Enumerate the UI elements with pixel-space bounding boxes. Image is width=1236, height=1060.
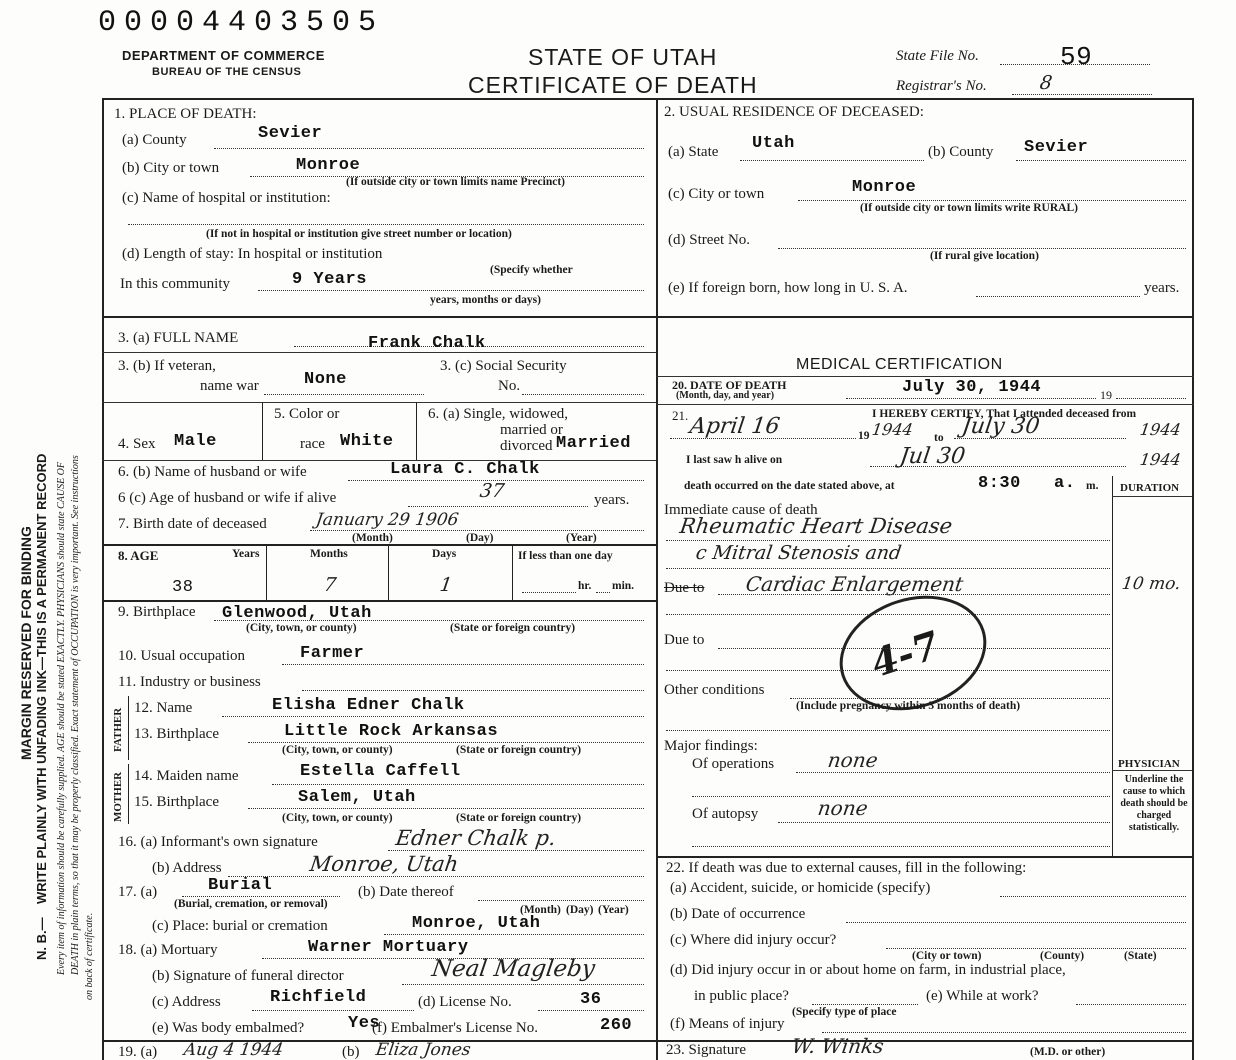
operations-value: none [826, 748, 880, 772]
mortuary-address-value: Richfield [270, 988, 367, 1007]
burial-value: Burial [208, 876, 273, 895]
pod-community-label: In this community [120, 276, 230, 292]
marital-label: 6. (a) Single, widowed, [428, 406, 568, 422]
res-foreign-label: (e) If foreign born, how long in U. S. A. [668, 280, 908, 296]
certify-statement: I HEREBY CERTIFY, That I attended deceased from [872, 408, 1137, 420]
pod-hospital-label: (c) Name of hospital or institution: [122, 190, 331, 206]
father-bp-state-note: (State or foreign country) [456, 744, 582, 756]
immediate-cause-line-1: Rheumatic Heart Disease [678, 514, 954, 538]
full-name-value: Frank Chalk [368, 334, 486, 353]
veteran-value: None [304, 370, 347, 389]
race-value: White [340, 432, 394, 451]
informant-signature: Edner Chalk p. [394, 826, 558, 850]
margin-ink-notice-prefix: N. B.— [34, 917, 49, 960]
burial-day-label: (Day) [566, 904, 594, 916]
medical-certification-heading: MEDICAL CERTIFICATION [796, 356, 1003, 373]
birth-date-label: 7. Birth date of deceased [118, 516, 267, 532]
attended-from-year: 1944 [870, 420, 915, 439]
residence-heading: 2. USUAL RESIDENCE OF DECEASED: [664, 104, 924, 120]
external-d-label-2: in public place? [694, 988, 789, 1004]
mother-birthplace-label: 15. Birthplace [134, 794, 219, 810]
age-label: 8. AGE [118, 548, 159, 563]
spouse-age-label: 6 (c) Age of husband or wife if alive [118, 490, 337, 506]
mother-bp-city-note: (City, town, or county) [282, 812, 393, 824]
registrars-number: 8 [1038, 72, 1054, 94]
marital-value: Married [556, 434, 631, 453]
pod-city-value: Monroe [296, 156, 361, 175]
external-c-label: (c) Where did injury occur? [670, 932, 837, 948]
age-months-value: 7 [322, 574, 338, 596]
margin-instructions-3: on back of certificate. [84, 912, 95, 1000]
major-findings-label: Major findings: [664, 738, 758, 754]
veteran-label: 3. (b) If veteran, [118, 358, 216, 374]
due-to-label-1: Due to [664, 580, 705, 596]
mortuary-label: 18. (a) Mortuary [118, 942, 218, 958]
pod-community-value: 9 Years [292, 270, 367, 289]
social-security-label-2: No. [498, 378, 521, 394]
burial-note: (Burial, cremation, or removal) [174, 898, 328, 910]
state-heading: STATE OF UTAH [528, 44, 718, 70]
date-of-death-value: July 30, 1944 [902, 378, 1042, 397]
physician-signature: W. Winks [790, 1034, 886, 1058]
age-days-value: 1 [438, 574, 454, 596]
autopsy-value: none [816, 796, 870, 820]
burial-place-label: (c) Place: burial or cremation [152, 918, 328, 934]
pod-hospital-note: (If not in hospital or institution give street number or location) [206, 228, 512, 240]
attended-to-year: 1944 [1138, 420, 1183, 439]
occupation-label: 10. Usual occupation [118, 648, 246, 664]
birthplace-city-note: (City, town, or county) [246, 622, 357, 634]
res-county-label: (b) County [928, 144, 994, 160]
state-file-number: 59 [1060, 42, 1093, 72]
sex-value: Male [174, 432, 217, 451]
review-stamp-code: 4-7 [865, 621, 945, 686]
res-street-label: (d) Street No. [668, 232, 751, 248]
margin-binding-notice: MARGIN RESERVED FOR BINDING [18, 526, 34, 760]
place-of-death-heading: 1. PLACE OF DEATH: [114, 106, 257, 122]
pod-county-label: (a) County [122, 132, 187, 148]
mother-name-value: Estella Caffell [300, 762, 461, 781]
last-seen-value: Jul 30 [898, 444, 967, 469]
burial-month-label: (Month) [520, 904, 561, 916]
veteran-label-2: name war [200, 378, 259, 394]
pod-city-note: (If outside city or town limits name Precinct) [346, 176, 565, 188]
funeral-director-signature: Neal Magleby [430, 956, 597, 982]
spouse-age-unit: years. [594, 492, 630, 508]
res-city-note: (If outside city or town limits write RURAL) [860, 202, 1078, 214]
physician-heading: PHYSICIAN [1118, 758, 1180, 770]
external-c-county-note: (County) [1040, 950, 1085, 962]
occupation-value: Farmer [300, 644, 365, 663]
margin-instructions-1: Every item of information should be carefully supplied. AGE should be stated EXACTLY. PHYSICIANS should state CAUSE OF [56, 461, 67, 975]
embalmer-license-label: (f) Embalmer's License No. [372, 1020, 538, 1036]
father-bp-city-note: (City, town, or county) [282, 744, 393, 756]
external-b-label: (b) Date of occurrence [670, 906, 806, 922]
age-years-value: 38 [172, 578, 194, 597]
death-occurred-label: death occurred on the date stated above, at [684, 480, 895, 492]
birth-month-label: (Month) [352, 532, 393, 544]
mother-bp-state-note: (State or foreign country) [456, 812, 582, 824]
res-city-value: Monroe [852, 178, 917, 197]
immediate-cause-line-2: c Mitral Stenosis and [694, 542, 903, 564]
spouse-name-label: 6. (b) Name of husband or wife [118, 464, 307, 480]
filed-date-label: 19. (a) [118, 1044, 158, 1060]
min-label: min. [612, 580, 635, 592]
birth-year-label: (Year) [566, 532, 597, 544]
physician-note: Underline the cause to which death should be charged statistically. [1120, 774, 1188, 833]
res-state-label: (a) State [668, 144, 719, 160]
father-side-label: FATHER [112, 707, 124, 752]
burial-label: 17. (a) [118, 884, 158, 900]
informant-signature-label: 16. (a) Informant's own signature [118, 834, 318, 850]
immediate-cause-label: Immediate cause of death [664, 502, 818, 518]
age-months-label: Months [310, 548, 348, 560]
last-seen-year: 1944 [1138, 450, 1183, 469]
attended-to-label: to [934, 432, 944, 444]
funeral-director-label: (b) Signature of funeral director [152, 968, 344, 984]
external-d-note: (Specify type of place [792, 1006, 897, 1018]
father-name-label: 12. Name [134, 700, 193, 716]
birth-date-value: January 29 1906 [314, 510, 460, 530]
bureau-label: BUREAU OF THE CENSUS [152, 66, 302, 78]
signature-label: 23. Signature [666, 1042, 746, 1058]
due-to-label-2: Due to [664, 632, 705, 648]
date-of-death-note: (Month, day, and year) [676, 390, 775, 401]
social-security-label: 3. (c) Social Security [440, 358, 567, 374]
burial-date-label: (b) Date thereof [358, 884, 454, 900]
sex-label: 4. Sex [118, 436, 156, 452]
state-file-label: State File No. [896, 48, 979, 64]
duration-label: DURATION [1120, 482, 1180, 494]
last-seen-label: I last saw h alive on [686, 454, 783, 466]
res-foreign-unit: years. [1144, 280, 1180, 296]
res-state-value: Utah [752, 134, 795, 153]
res-city-label: (c) City or town [668, 186, 765, 202]
burial-year-label: (Year) [598, 904, 629, 916]
less-than-day-label: If less than one day [518, 550, 613, 562]
embalmer-license-value: 260 [600, 1016, 633, 1035]
margin-instructions-2: DEATH in plain terms, so that it may be properly classified. Exact statement of OCCUPATION is very important. See instructions [70, 455, 81, 975]
registrar-signature: Eliza Jones [374, 1040, 472, 1060]
res-county-value: Sevier [1024, 138, 1089, 157]
age-days-label: Days [432, 548, 457, 560]
pod-county-value: Sevier [258, 124, 323, 143]
department-label: DEPARTMENT OF COMMERCE [122, 48, 325, 63]
hr-label: hr. [578, 580, 592, 592]
operations-label: Of operations [692, 756, 775, 772]
filed-date-value: Aug 4 1944 [182, 1040, 285, 1060]
attended-from-century-label: 19 [858, 430, 870, 442]
time-am-pm: a. [1054, 474, 1076, 493]
md-note: (M.D. or other) [1030, 1046, 1106, 1058]
external-e-label: (e) While at work? [926, 988, 1039, 1004]
cause-duration: 10 mo. [1120, 574, 1182, 594]
external-a-label: (a) Accident, suicide, or homicide (specify) [670, 880, 931, 896]
birthplace-state-note: (State or foreign country) [450, 622, 576, 634]
external-c-state-note: (State) [1124, 950, 1157, 962]
res-street-note: (If rural give location) [930, 250, 1039, 262]
pod-city-label: (b) City or town [122, 160, 220, 176]
embalmed-label: (e) Was body embalmed? [152, 1020, 305, 1036]
informant-address-label: (b) Address [152, 860, 222, 876]
birthplace-value: Glenwood, Utah [222, 604, 372, 623]
birthplace-label: 9. Birthplace [118, 604, 196, 620]
father-name-value: Elisha Edner Chalk [272, 696, 465, 715]
color-label: 5. Color or [274, 406, 340, 422]
attended-from-value: April 16 [688, 414, 782, 439]
date-of-death-century: 19 [1100, 388, 1112, 402]
embalmed-value: Yes [348, 1014, 381, 1033]
time-m-label: m. [1086, 480, 1099, 492]
informant-address: Monroe, Utah [308, 852, 460, 876]
birth-day-label: (Day) [466, 532, 494, 544]
race-label: race [300, 436, 325, 452]
other-conditions-label: Other conditions [664, 682, 765, 698]
pod-community-note: years, months or days) [430, 294, 541, 306]
external-d-label: (d) Did injury occur in or about home on farm, in industrial place, [670, 962, 1066, 978]
time-of-death: 8:30 [978, 474, 1021, 493]
mortuary-address-label: (c) Address [152, 994, 221, 1010]
mother-name-label: 14. Maiden name [134, 768, 239, 784]
license-label: (d) License No. [418, 994, 512, 1010]
certificate-serial-number: 00004403505 [98, 6, 385, 40]
certificate-title: CERTIFICATE OF DEATH [468, 72, 758, 98]
industry-label: 11. Industry or business [118, 674, 261, 690]
mortuary-value: Warner Mortuary [308, 938, 469, 957]
father-birthplace-label: 13. Birthplace [134, 726, 219, 742]
date-of-death-label: 20. DATE OF DEATH [672, 378, 787, 392]
spouse-age-value: 37 [478, 480, 506, 502]
external-causes-label: 22. If death was due to external causes, fill in the following: [666, 860, 1027, 876]
attended-to-value: July 30 [960, 414, 1042, 439]
certification-number: 21. [672, 408, 689, 423]
spouse-name-value: Laura C. Chalk [390, 460, 540, 479]
age-years-label: Years [232, 548, 260, 560]
external-c-city-note: (City or town) [912, 950, 982, 962]
pod-stay-note: (Specify whether [490, 264, 573, 276]
license-value: 36 [580, 990, 602, 1009]
filed-b-label: (b) [342, 1044, 360, 1060]
other-conditions-note: (Include pregnancy within 3 months of death) [796, 700, 1021, 712]
marital-label-2: married or [500, 422, 563, 438]
external-f-label: (f) Means of injury [670, 1016, 785, 1032]
margin-ink-notice: WRITE PLAINLY WITH UNFADING INK—THIS IS A PERMANENT RECORD [34, 453, 49, 904]
marital-label-3: divorced [500, 438, 553, 454]
registrars-number-label: Registrar's No. [896, 78, 987, 94]
secondary-cause: Cardiac Enlargement [744, 572, 965, 596]
burial-place-value: Monroe, Utah [412, 914, 541, 933]
mother-birthplace-value: Salem, Utah [298, 788, 416, 807]
autopsy-label: Of autopsy [692, 806, 759, 822]
pod-stay-label: (d) Length of stay: In hospital or institution [122, 246, 383, 262]
father-birthplace-value: Little Rock Arkansas [284, 722, 499, 741]
mother-side-label: MOTHER [112, 771, 124, 822]
full-name-label: 3. (a) FULL NAME [118, 330, 239, 346]
